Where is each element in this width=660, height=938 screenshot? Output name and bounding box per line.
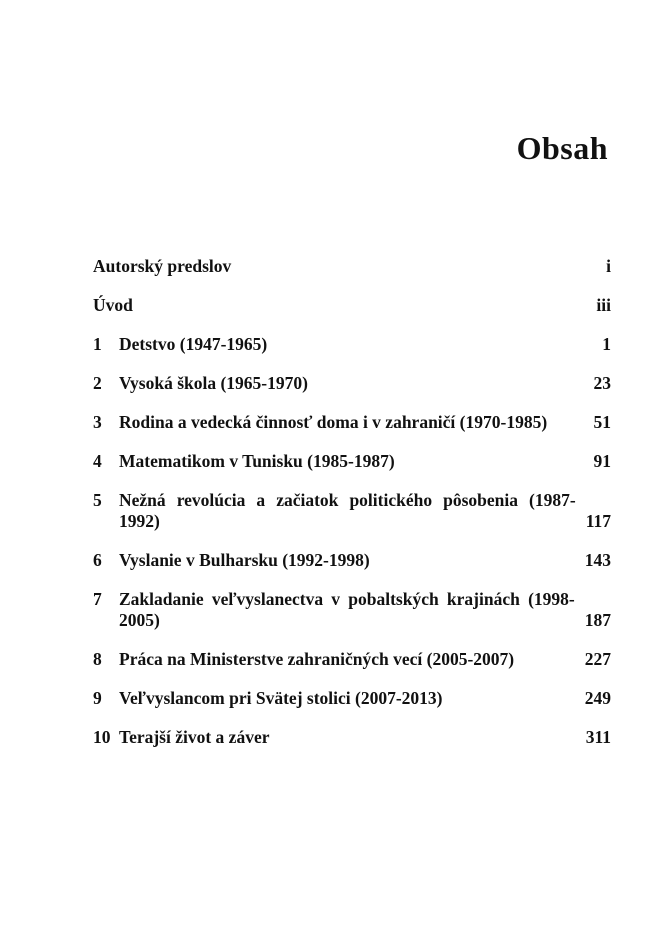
toc-entry-page: 143 [584,550,611,570]
toc-entry-title: Rodina a vedecká činnosť doma i v zahraničí (1970-1985) [119,412,548,432]
toc-entry-title: Veľvyslancom pri Svätej stolici (2007-2013) [119,688,443,708]
toc-entry-chapter-4[interactable] [93,451,611,472]
toc-entry-title: Úvod [93,295,133,315]
toc-entry-number: 4 [93,451,102,471]
toc-entry-chapter-7[interactable] [93,589,611,631]
toc-entry-title: Matematikom v Tunisku (1985-1987) [119,451,395,471]
toc-entry-chapter-1[interactable] [93,334,611,355]
toc-entry-page: 1 [602,334,611,354]
toc-entry-introduction[interactable] [93,295,611,316]
page-title: Obsah [516,130,608,166]
toc-entry-chapter-3[interactable] [93,412,611,433]
toc-entry-title: Nežná revolúcia a začiatok politického pôsobenia (1987-1992) [119,490,576,531]
toc-entry-page: iii [596,295,611,315]
toc-entry-number: 8 [93,649,102,669]
toc-entry-title: Autorský predslov [93,256,232,276]
toc-entry-page: i [606,256,611,276]
toc-entry-number: 6 [93,550,102,570]
toc-entry-page: 23 [593,373,611,393]
toc-entry-page: 227 [584,649,611,669]
toc-entry-page: 51 [593,412,611,432]
toc-entry-chapter-6[interactable] [93,550,611,571]
table-of-contents [93,256,611,766]
toc-entry-number: 9 [93,688,102,708]
toc-entry-number: 5 [93,490,102,510]
toc-entry-page: 311 [585,727,611,747]
toc-entry-chapter-9[interactable] [93,688,611,709]
toc-entry-page: 249 [584,688,611,708]
toc-entry-number: 10 [93,727,111,747]
toc-entry-title: Detstvo (1947-1965) [119,334,268,354]
toc-entry-title: Zakladanie veľvyslanectva v pobaltských krajinách (1998-2005) [119,589,575,630]
toc-entry-page: 91 [593,451,611,471]
toc-entry-chapter-5[interactable] [93,490,611,532]
toc-entry-preface[interactable] [93,256,611,277]
toc-entry-chapter-8[interactable] [93,649,611,670]
toc-entry-number: 1 [93,334,102,354]
toc-entry-title: Vyslanie v Bulharsku (1992-1998) [119,550,370,570]
toc-entry-chapter-2[interactable] [93,373,611,394]
toc-entry-number: 2 [93,373,102,393]
toc-entry-number: 7 [93,589,102,609]
toc-entry-number: 3 [93,412,102,432]
toc-entry-title: Vysoká škola (1965-1970) [119,373,308,393]
toc-entry-chapter-10[interactable] [93,727,611,748]
toc-entry-page: 187 [584,610,611,630]
toc-entry-title: Terajší život a záver [119,727,270,747]
toc-entry-page: 117 [585,511,611,531]
toc-entry-title: Práca na Ministerstve zahraničných vecí (2005-2007) [119,649,515,669]
